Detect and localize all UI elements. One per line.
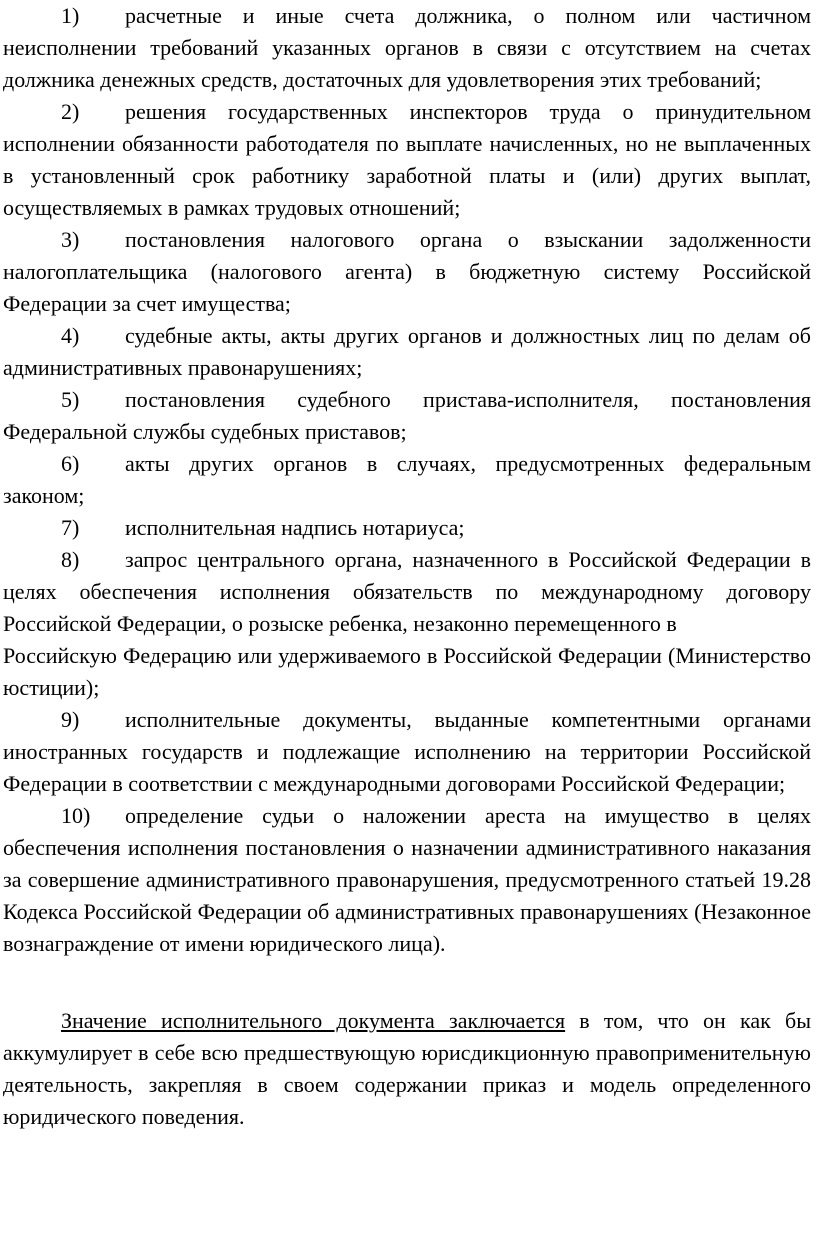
item-text: исполнительные документы, выданные компетентными органами иностранных государств и подлежащие исполнению на территории Российской Федерации в соответствии с международными договорами Российской Федерации;: [3, 707, 811, 796]
item-text: решения государственных инспекторов труда о принудительном исполнении обязанности работодателя по выплате начисленных, но не выплаченных в установленный срок работнику заработной платы и (или) других выплат, осуществляемых в рамках трудовых отношений;: [3, 99, 811, 220]
item-text: определение судьи о наложении ареста на имущество в целях обеспечения исполнения постановления о назначении административного наказания за совершение административного правонарушения, предусмотренного статьей 19.28 Кодекса Российской Федерации об административных правонарушениях (Незаконное вознаграждение от имени юридического лица).: [3, 803, 811, 956]
item-number: 7): [61, 515, 80, 540]
item-text: судебные акты, акты других органов и должностных лиц по делам об административных правонарушениях;: [3, 323, 811, 380]
list-item-2: [3, 96, 811, 224]
list-item-8-continuation: [3, 640, 811, 704]
item-text: постановления судебного пристава-исполнителя, постановления Федеральной службы судебных приставов;: [3, 387, 811, 444]
list-item-6: [3, 448, 811, 512]
list-item-1: [3, 0, 811, 96]
item-text: исполнительная надпись нотариуса;: [125, 515, 465, 540]
item-text: расчетные и иные счета должника, о полном или частичном неисполнении требований указанных органов в связи с отсутствием на счетах должника денежных средств, достаточных для удовлетворения этих требований;: [3, 3, 811, 92]
list-item-8: [3, 544, 811, 640]
item-text: акты других органов в случаях, предусмотренных федеральным законом;: [3, 451, 811, 508]
closing-text: в том, что он как бы аккумулирует в себе всю предшествующую юрисдикционную правоприменительную деятельность, закрепляя в своем содержании приказ и модель определенного юридического поведения.: [3, 1008, 811, 1129]
item-number: 6): [61, 451, 80, 476]
item-number: 9): [61, 707, 80, 732]
item-number: 1): [61, 3, 80, 28]
item-number: 8): [61, 547, 80, 572]
closing-paragraph: [3, 1005, 811, 1133]
underlined-phrase: Значение исполнительного документа заключается: [61, 1008, 566, 1033]
item-number: 5): [61, 387, 80, 412]
item-number: 4): [61, 323, 80, 348]
item-text: запрос центрального органа, назначенного в Российской Федерации в целях обеспечения исполнения обязательств по международному договору Российской Федерации, о розыске ребенка, незаконно перемещенного в: [3, 547, 811, 636]
list-item-4: [3, 320, 811, 384]
item-number: 3): [61, 227, 80, 252]
list-item-7: [3, 512, 811, 544]
item-text: постановления налогового органа о взыскании задолженности налогоплательщика (налогового агента) в бюджетную систему Российской Федерации за счет имущества;: [3, 227, 811, 316]
item-number: 10): [61, 803, 91, 828]
item-text-continuation: Российскую Федерацию или удерживаемого в Российской Федерации (Министерство юстиции);: [3, 643, 811, 700]
list-item-5: [3, 384, 811, 448]
paragraph-gap: [3, 960, 811, 1005]
list-item-3: [3, 224, 811, 320]
item-number: 2): [61, 99, 80, 124]
list-item-9: [3, 704, 811, 800]
list-item-10: [3, 800, 811, 960]
